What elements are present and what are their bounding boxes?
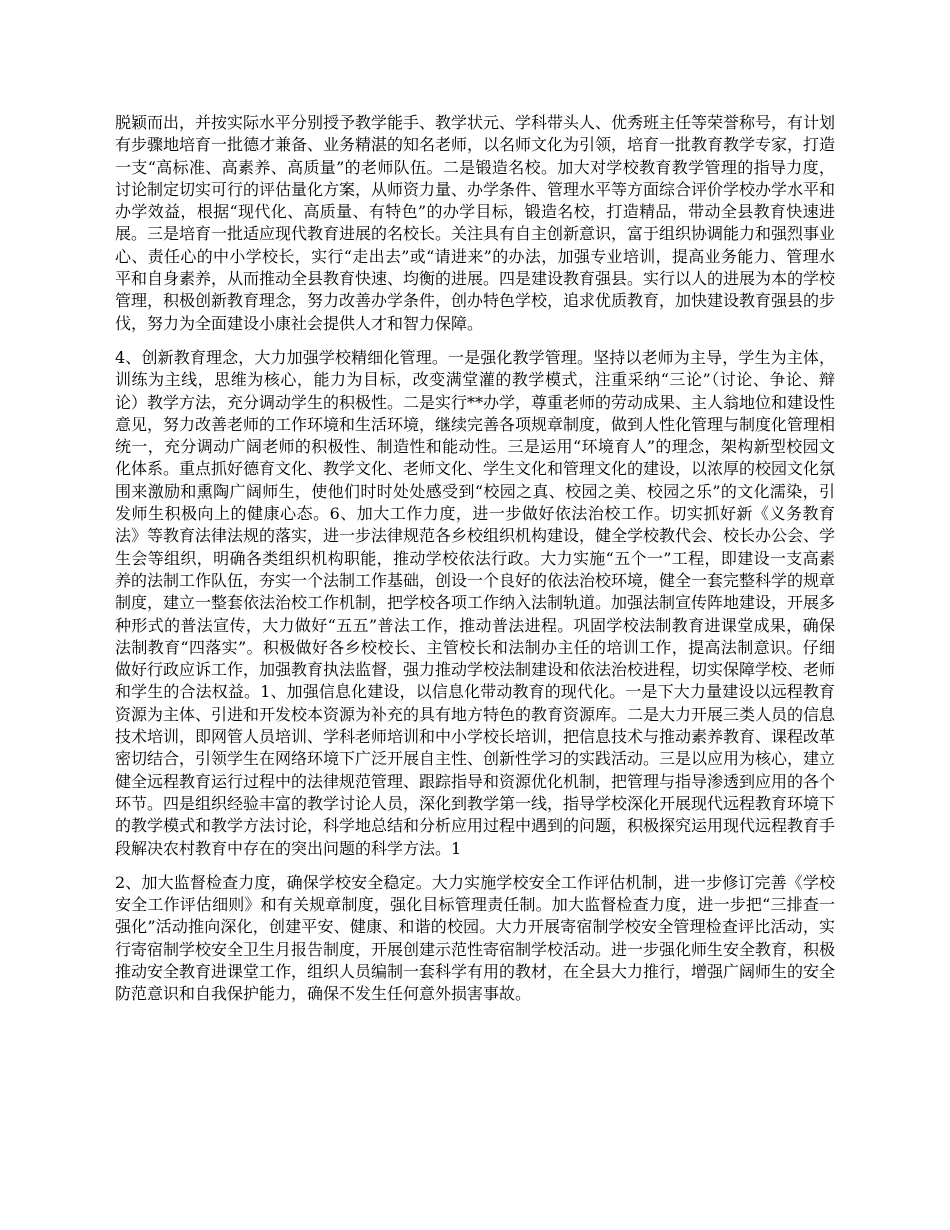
paragraph-1: 脱颖而出，并按实际水平分别授予教学能手、教学状元、学科带头人、优秀班主任等荣誉称号，有计划有步骤地培育一批德才兼备、业务精湛的知名老师，以名师文化为引领，培育一批教育教学专家，打造一支“高标准、高素养、高质量”的老师队伍。二是锻造名校。加大对学校教育教学管理的指导力度，讨论制定切实可行的评估量化方案，从师资力量、办学条件、管理水平等方面综合评价学校办学水平和办学效益，根据“现代化、高质量、有特色”的办学目标，锻造名校，打造精品，带动全县教育快速进展。三是培育一批适应现代教育进展的名校长。关注具有自主创新意识，富于组织协调能力和强烈事业心、责任心的中小学校长，实行“走出去”或“请进来”的办法，加强专业培训，提高业务能力、管理水平和自身素养，从而推动全县教育快速、均衡的进展。四是建设教育强县。实行以人的进展为本的学校管理，积极创新教育理念，努力改善办学条件，创办特色学校，追求优质教育，加快建设教育强县的步伐，努力为全面建设小康社会提供人才和智力保障。 bbox=[115, 113, 836, 333]
paragraph-2: 4、创新教育理念，大力加强学校精细化管理。一是强化教学管理。坚持以老师为主导，学生为主体，训练为主线，思维为核心，能力为目标，改变满堂灌的教学模式，注重采纳“三论”（讨论、争论、辩论）教学方法，充分调动学生的积极性。二是实行**办学，尊重老师的劳动成果、主人翁地位和建设性意见，努力改善老师的工作环境和生活环境，继续完善各项规章制度，做到人性化管理与制度化管理相统一，充分调动广阔老师的积极性、制造性和能动性。三是运用“环境育人”的理念，架构新型校园文化体系。重点抓好德育文化、教学文化、老师文化、学生文化和管理文化的建设，以浓厚的校园文化氛围来激励和熏陶广阔师生，使他们时时处处感受到“校园之真、校园之美、校园之乐”的文化濡染，引发师生积极向上的健康心态。6、加大工作力度，进一步做好依法治校工作。切实抓好新《义务教育法》等教育法律法规的落实，进一步法律规范各乡校组织机构建设，健全学校教代会、校长办公会、学生会等组织，明确各类组织机构职能，推动学校依法行政。大力实施“五个一”工程，即建设一支高素养的法制工作队伍，夯实一个法制工作基础，创设一个良好的依法治校环境，健全一套完整科学的规章制度，建立一整套依法治校工作机制，把学校各项工作纳入法制轨道。加强法制宣传阵地建设，开展多种形式的普法宣传，大力做好“五五”普法工作，推动普法进程。巩固学校法制教育进课堂成果，确保法制教育“四落实”。积极做好各乡校校长、主管校长和法制办主任的培训工作，提高法制意识。仔细做好行政应诉工作，加强教育执法监督，强力推动学校法制建设和依法治校进程，切实保障学校、老师和学生的合法权益。1、加强信息化建设，以信息化带动教育的现代化。一是下大力量建设以远程教育资源为主体、引进和开发校本资源为补充的具有地方特色的教育资源库。二是大力开展三类人员的信息技术培训，即网管人员培训、学科老师培训和中小学校长培训，把信息技术与推动素养教育、课程改革密切结合，引领学生在网络环境下广泛开展自主性、创新性学习的实践活动。三是以应用为核心，建立健全远程教育运行过程中的法律规范管理、跟踪指导和资源优化机制，把管理与指导渗透到应用的各个环节。四是组织经验丰富的教学讨论人员，深化到教学第一线，指导学校深化开展现代远程教育环境下的教学模式和教学方法讨论，科学地总结和分析应用过程中遇到的问题，积极探究运用现代远程教育手段解决农村教育中存在的突出问题的科学方法。1 bbox=[115, 347, 836, 858]
document-body bbox=[115, 112, 835, 1018]
paragraph-3: 2、加大监督检查力度，确保学校安全稳定。大力实施学校安全工作评估机制，进一步修订完善《学校安全工作评估细则》和有关规章制度，强化目标管理责任制。加大监督检查力度，进一步把“三排查一强化”活动推向深化，创建平安、健康、和谐的校园。大力开展寄宿制学校安全管理检查评比活动，实行寄宿制学校安全卫生月报告制度，开展创建示范性寄宿制学校活动。进一步强化师生安全教育，积极推动安全教育进课堂工作，组织人员编制一套科学有用的教材，在全县大力推行，增强广阔师生的安全防范意识和自我保护能力，确保不发生任何意外损害事故。 bbox=[115, 872, 836, 1004]
